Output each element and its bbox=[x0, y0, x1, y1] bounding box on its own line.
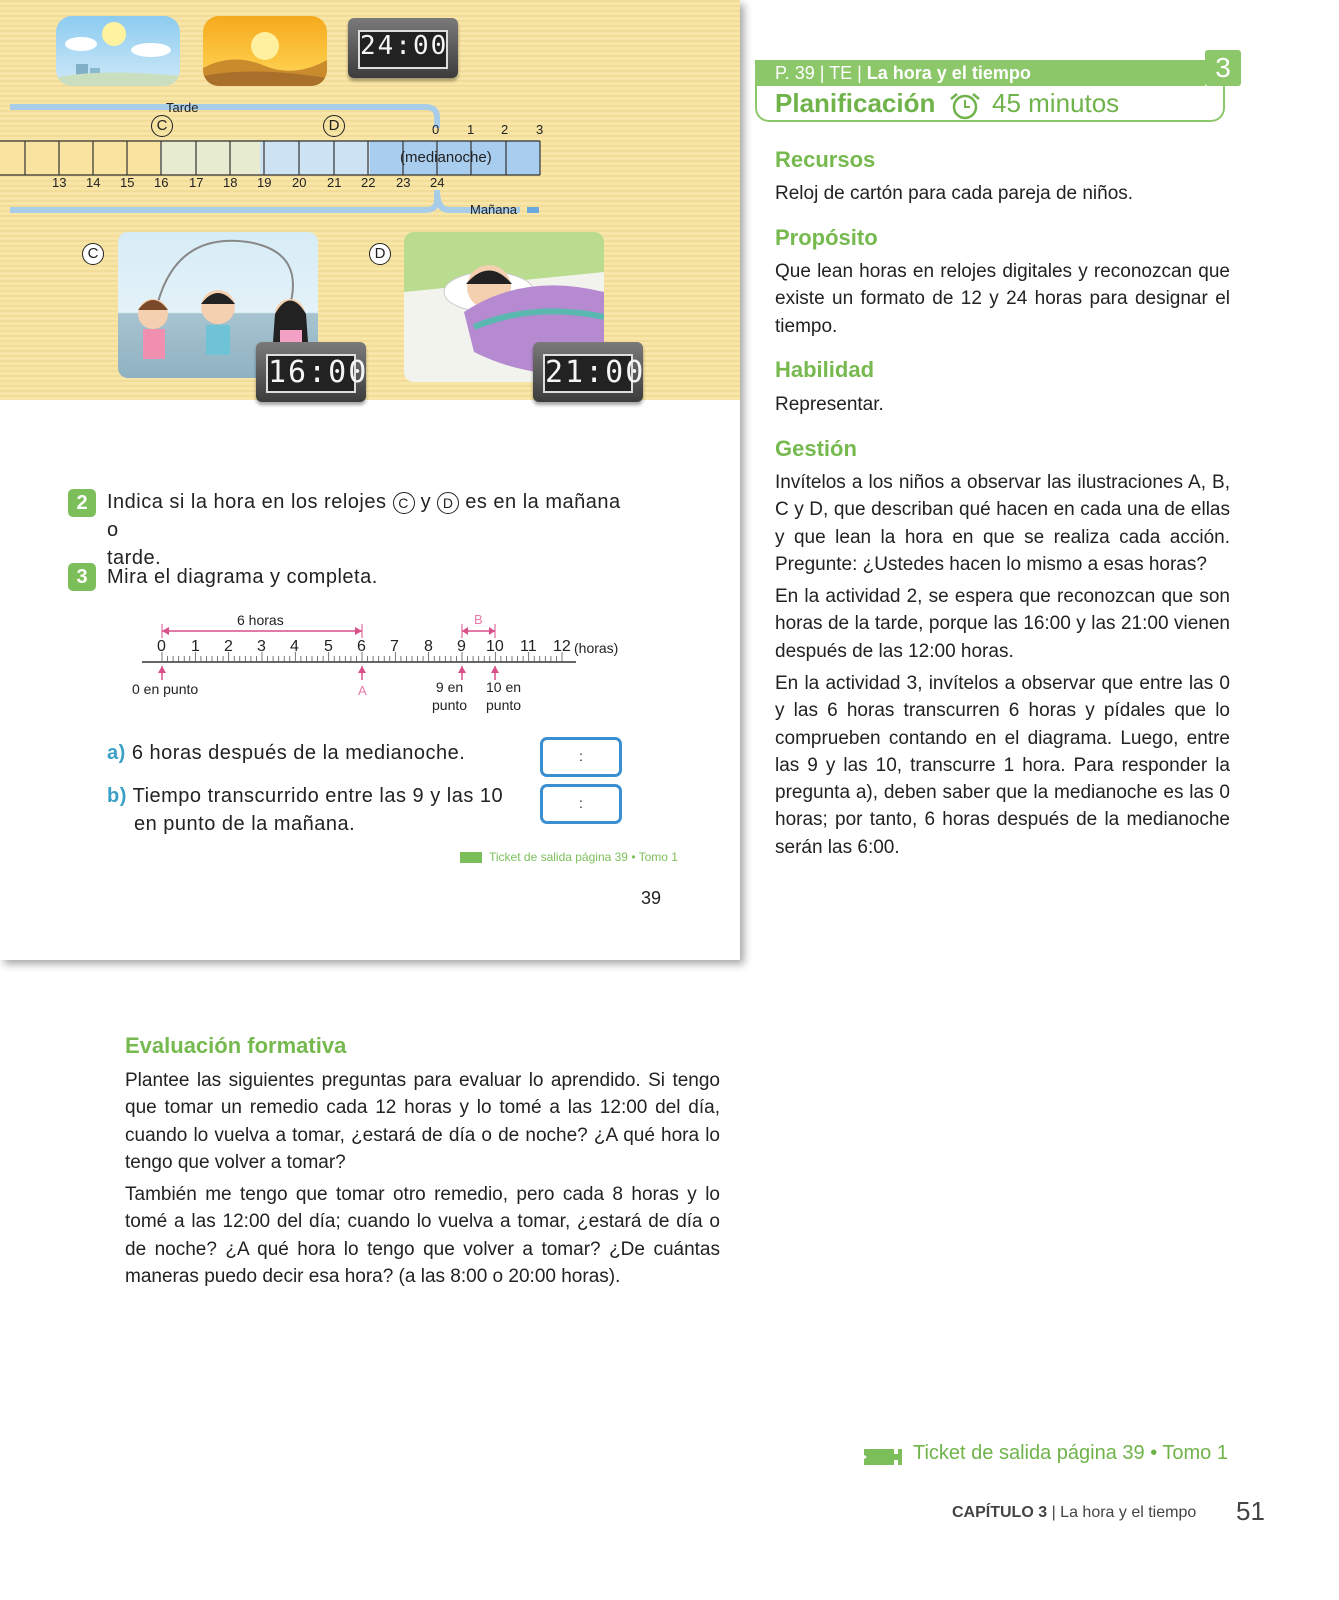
digital-clock-c: 16:00 bbox=[256, 342, 366, 402]
section-text-gestion-1: Invítelos a los niños a observar las ilustraciones A, B, C y D, que describan qué hacen en cada una de ellas y que lean la hora en que se realiza cada acción. Pregunte: ¿Ustedes hacen lo mismo a esas horas? bbox=[775, 472, 1230, 575]
scene-d-marker: D bbox=[369, 243, 391, 265]
section-title-recursos: Recursos bbox=[775, 147, 876, 172]
footer-ticket-text: Ticket de salida página 39 • Tomo 1 bbox=[913, 1442, 1228, 1464]
student-ticket-text: Ticket de salida página 39 • Tomo 1 bbox=[489, 850, 678, 864]
ticket-icon bbox=[460, 852, 482, 863]
section-text-habilidad: Representar. bbox=[775, 394, 884, 415]
section-text-gestion-3: En la actividad 3, invítelos a observar que entre las 0 y las 6 horas transcurren 6 horas y pídales que lo comprueben contando en el diagrama. Luego, entre las 9 y las 10, transcurre 1 hora. Para responder la pregunta a), deben saber que la medianoche es las 0 horas; por tanto, 6 horas después de la medianoche serán las 6:00. bbox=[775, 673, 1230, 858]
manana-label: Mañana bbox=[470, 202, 517, 217]
student-page-number: 39 bbox=[641, 888, 662, 908]
section-text-gestion-2: En la actividad 2, se espera que reconozcan que son horas de la tarde, porque las 16:00 y las 21:00 vienen después de las 12:00 horas. bbox=[775, 586, 1230, 662]
plan-duration: 45 minutos bbox=[992, 88, 1120, 118]
section-text-proposito: Que lean horas en relojes digitales y reconozcan que existe un formato de 12 y 24 horas para designar el tiempo. bbox=[775, 261, 1230, 337]
question-3-number: 3 bbox=[68, 563, 96, 591]
q2-marker-c: C bbox=[393, 492, 415, 514]
item-b: b) Tiempo transcurrido entre las 9 y las 10 en punto de la mañana. bbox=[107, 785, 504, 835]
alarm-clock-icon bbox=[948, 91, 982, 121]
question-2-text: Indica si la hora en los relojes C y D es en la mañana o tarde. bbox=[107, 491, 621, 569]
question-3-text: Mira el diagrama y completa. bbox=[107, 566, 378, 588]
evaluation-text-1: Plantee las siguientes preguntas para evaluar lo aprendido. Si tengo que tomar un remedio cada 12 horas y lo tomé a las 12:00 del día, cuando lo vuelva a tomar, ¿estará de día o de noche? ¿A qué hora lo tengo que volver a tomar? bbox=[125, 1070, 720, 1173]
number-line-diagram bbox=[140, 620, 640, 700]
digital-clock-d: 21:00 bbox=[533, 342, 643, 402]
evaluation-title: Evaluación formativa bbox=[125, 1033, 347, 1058]
section-title-proposito: Propósito bbox=[775, 225, 878, 250]
section-title-habilidad: Habilidad bbox=[775, 357, 875, 382]
medianoche-label: (medianoche) bbox=[400, 149, 492, 166]
plan-title: Planificación bbox=[775, 88, 936, 118]
q2-marker-d: D bbox=[437, 492, 459, 514]
ticket-icon-large bbox=[864, 1447, 902, 1467]
item-a: a) 6 horas después de la medianoche. bbox=[107, 742, 466, 764]
span-label-6-horas: 6 horas bbox=[237, 612, 284, 628]
scene-c-marker: C bbox=[82, 243, 104, 265]
tarde-label: Tarde bbox=[166, 100, 199, 115]
label-9-en-punto: 9 en punto bbox=[432, 679, 468, 713]
label-0-en-punto: 0 en punto bbox=[132, 681, 199, 697]
page-number: 51 bbox=[1236, 1496, 1265, 1526]
timeline-marker-d: D bbox=[323, 115, 345, 137]
footer-chapter: CAPÍTULO 3 | La hora y el tiempo bbox=[952, 1504, 1197, 1521]
answer-box-a[interactable]: : bbox=[540, 737, 622, 777]
b-label: B bbox=[474, 612, 483, 627]
a-label: A bbox=[358, 683, 367, 698]
chapter-number-badge: 3 bbox=[1205, 50, 1241, 86]
timeline-marker-c: C bbox=[151, 115, 173, 137]
label-10-en-punto: 10 en punto bbox=[486, 679, 522, 713]
question-2-number: 2 bbox=[68, 489, 96, 517]
hour-timeline bbox=[0, 0, 740, 230]
lesson-header: P. 39 | TE | La hora y el tiempo bbox=[755, 60, 1205, 86]
section-title-gestion: Gestión bbox=[775, 436, 857, 461]
evaluation-text-2: También me tengo que tomar otro remedio, pero cada 8 horas y lo tomé a las 12:00 del día; cuando lo vuelva a tomar, ¿estará de día o de noche? ¿A qué hora lo tengo que volver a tomar? ¿De cuántas maneras puedo decir esa hora? (a las 8:00 o 20:00 horas). bbox=[125, 1184, 720, 1287]
answer-box-b[interactable]: : bbox=[540, 784, 622, 824]
digital-clock-top: 24:00 bbox=[348, 18, 458, 78]
student-page: 24:00 Tarde Mañana (medianoche) C D 0 1 2 3 13 14 15 16 17 18 19 20 21 22 23 24 C 16:00 D 21:00 2 Indica si la hora en los relojes C y D es en la mañana o tarde. 3 Mira el diagrama y completa. 6 horas B A 0 1 2 3 4 5 6 7 8 9 10 11 12 (horas) 0 en punto 9 en punto 10 en punto a) 6 horas después de la medianoche. : b) Tiempo transcurrido entre las 9 y las 10 en punto de la mañana. : Ticket de salida página 39 • Tomo 1 39 bbox=[0, 0, 740, 960]
section-text-recursos: Reloj de cartón para cada pareja de niños. bbox=[775, 183, 1134, 204]
